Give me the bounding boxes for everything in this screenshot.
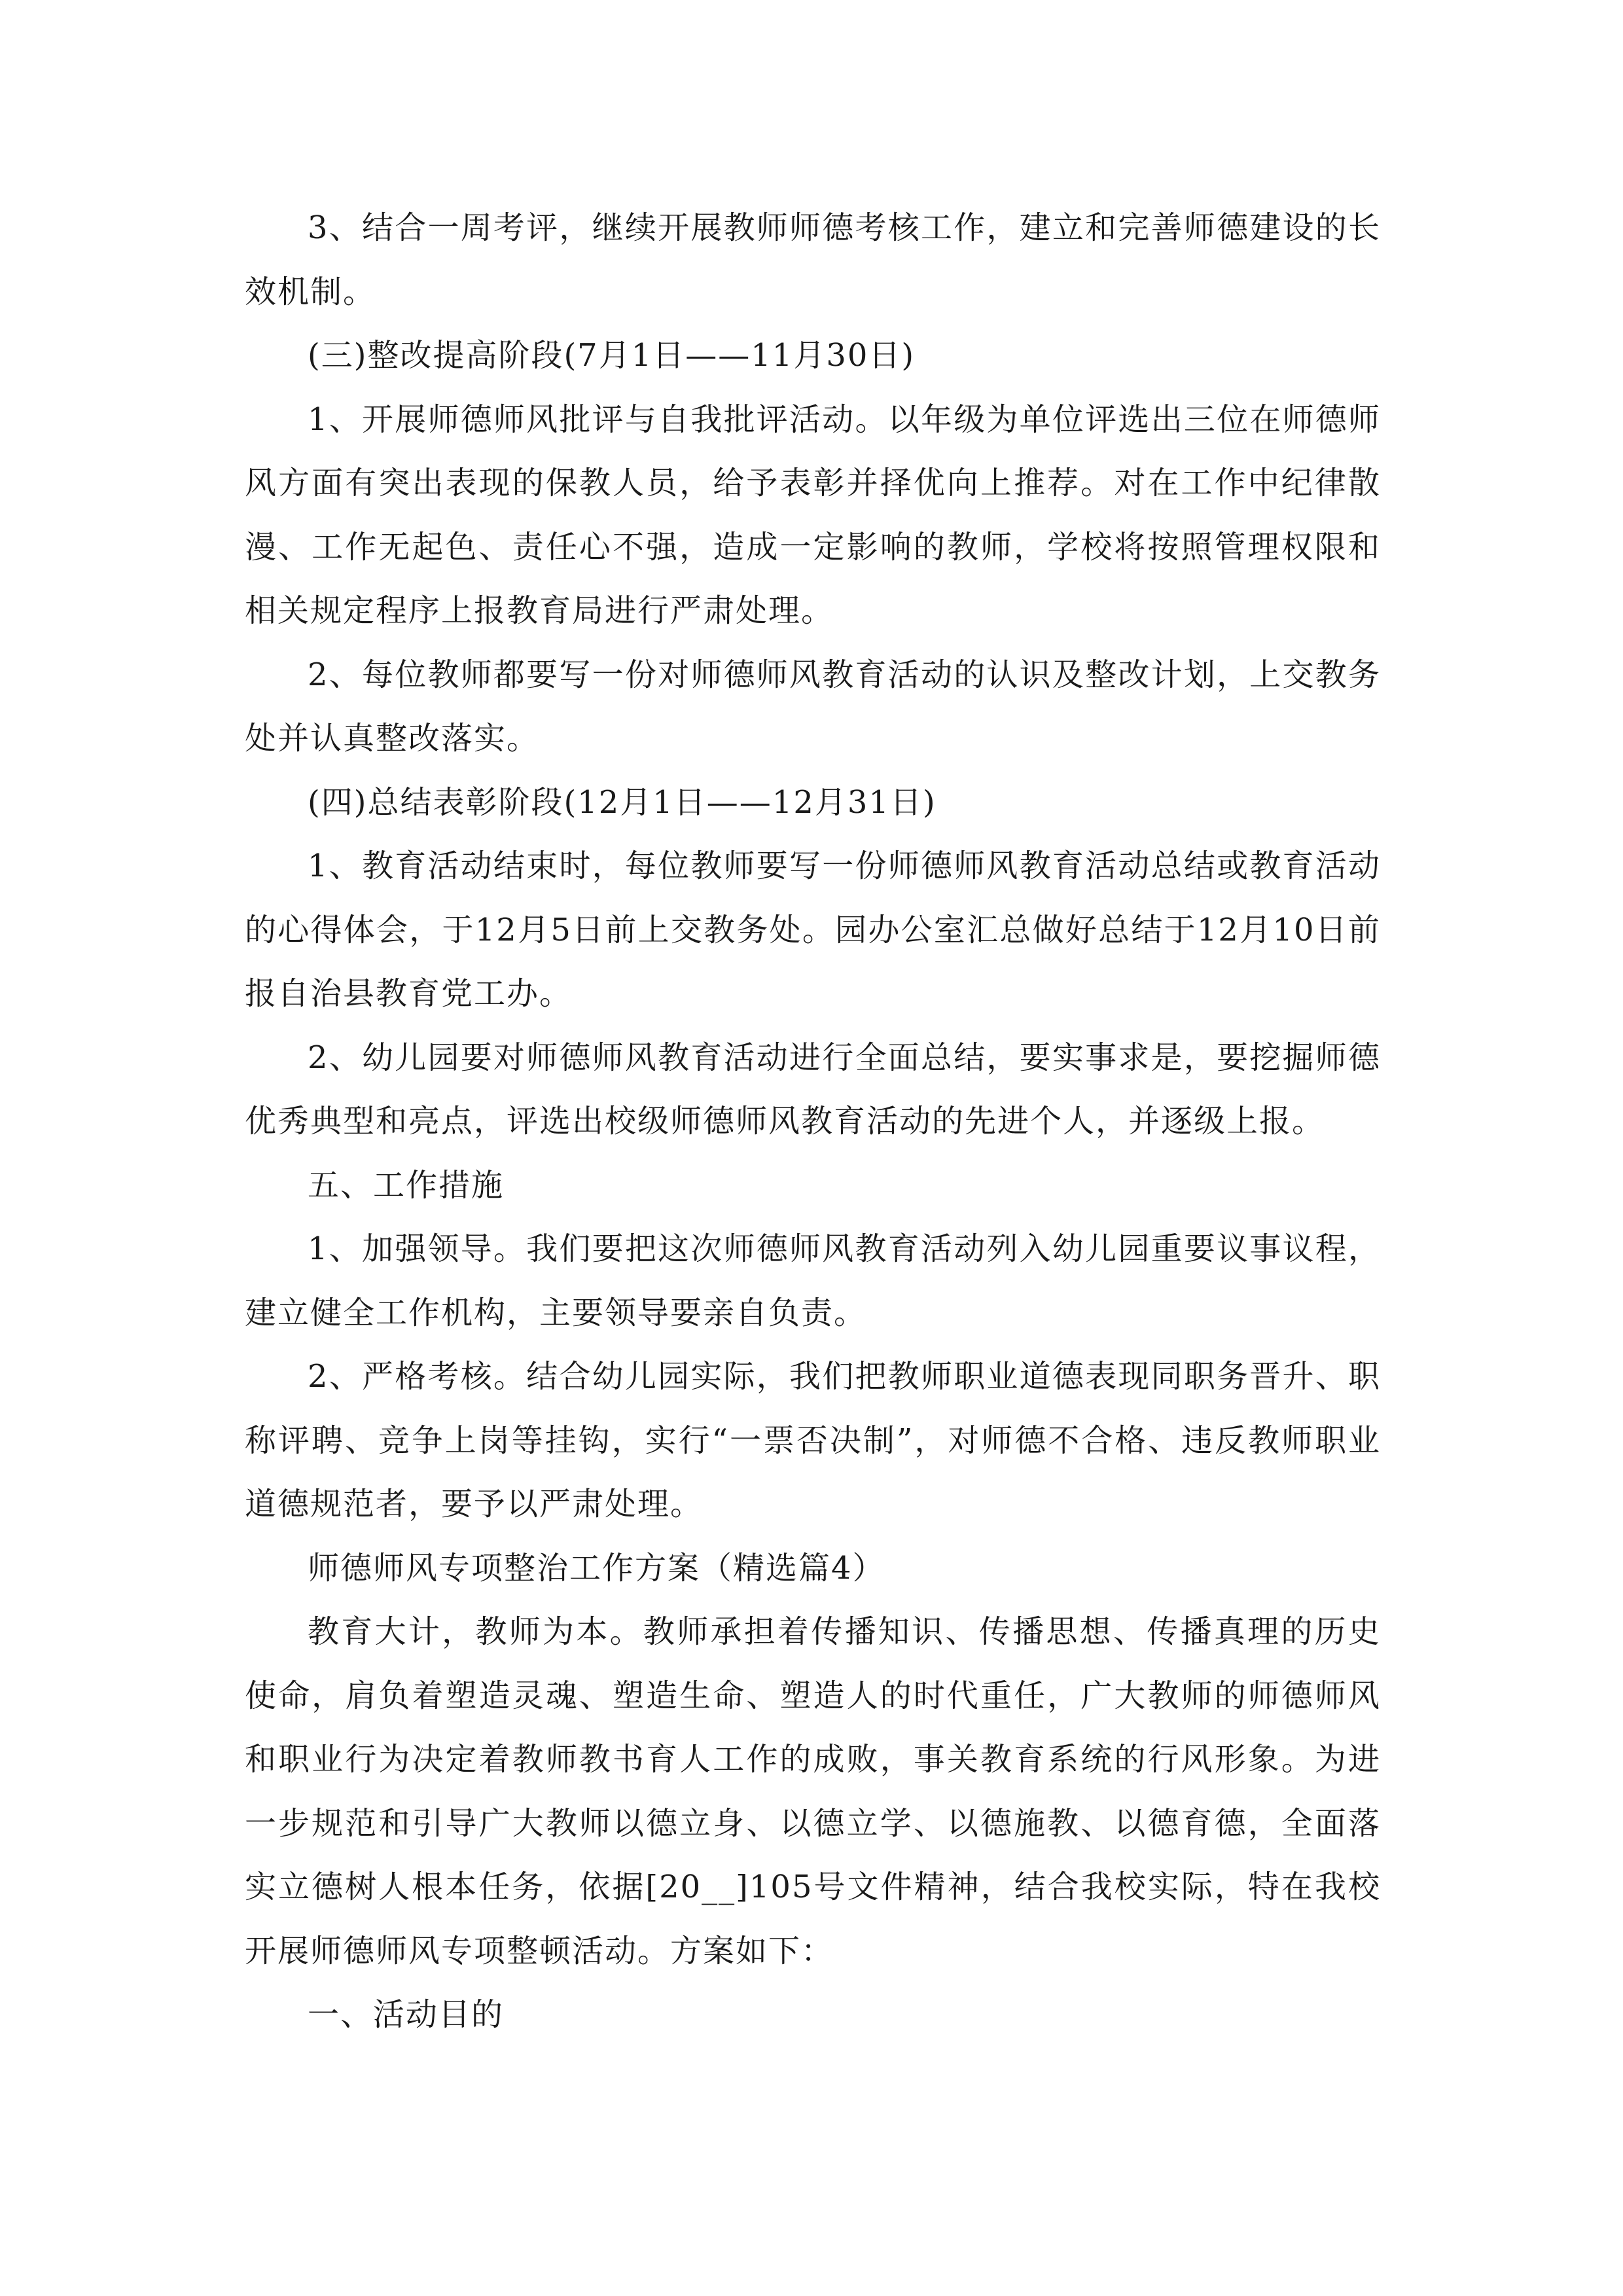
paragraph-activity-summary: 1、教育活动结束时，每位教师要写一份师德师风教育活动总结或教育活动的心得体会，于12月5日前上交教务处。园办公室汇总做好总结于12月10日前报自治县教育党工办。 [245, 848, 1381, 1012]
paragraph-strengthen-leadership: 1、加强领导。我们要把这次师德师风教育活动列入幼儿园重要议事议程，建立健全工作机构，主要领导要亲自负责。 [245, 1230, 1381, 1331]
paragraph-introduction: 教育大计，教师为本。教师承担着传播知识、传播思想、传播真理的历史使命，肩负着塑造灵魂、塑造生命、塑造人的时代重任，广大教师的师德师风和职业行为决定着教师教书育人工作的成败，事关教育系统的行风形象。为进一步规范和引导广大教师以德立身、以德立学、以德施教、以德育德，全面落实立德树人根本任务，依据[20__]105号文件精神，结合我校实际，特在我校开展师德师风专项整顿活动。方案如下： [245, 1613, 1381, 1969]
document-title-plan-4: 师德师风专项整治工作方案（精选篇4） [308, 1549, 885, 1587]
paragraph-kindergarten-summary: 2、幼儿园要对师德师风教育活动进行全面总结，要实事求是，要挖掘师德优秀典型和亮点，评选出校级师德师风教育活动的先进个人，并逐级上报。 [245, 1039, 1381, 1139]
section-heading-summary-stage: (四)总结表彰阶段(12月1日——12月31日) [308, 783, 936, 821]
paragraph-strict-assessment: 2、严格考核。结合幼儿园实际，我们把教师职业道德表现同职务晋升、职称评聘、竞争上岗等挂钩，实行“一票否决制”，对师德不合格、违反教师职业道德规范者，要予以严肃处理。 [245, 1358, 1381, 1522]
document-body [245, 196, 1381, 2047]
paragraph-item-3-long-term-mechanism: 3、结合一周考评，继续开展教师师德考核工作，建立和完善师德建设的长效机制。 [245, 209, 1381, 310]
section-heading-rectification-stage: (三)整改提高阶段(7月1日——11月30日) [308, 337, 916, 374]
paragraph-rectification-plan: 2、每位教师都要写一份对师德师风教育活动的认识及整改计划，上交教务处并认真整改落实。 [245, 656, 1381, 757]
paragraph-criticism-activity: 1、开展师德师风批评与自我批评活动。以年级为单位评选出三位在师德师风方面有突出表现的保教人员，给予表彰并择优向上推荐。对在工作中纪律散漫、工作无起色、责任心不强，造成一定影响的教师，学校将按照管理权限和相关规定程序上报教育局进行严肃处理。 [245, 401, 1381, 629]
section-heading-activity-purpose: 一、活动目的 [308, 1996, 505, 2033]
section-heading-work-measures: 五、工作措施 [308, 1166, 505, 1204]
